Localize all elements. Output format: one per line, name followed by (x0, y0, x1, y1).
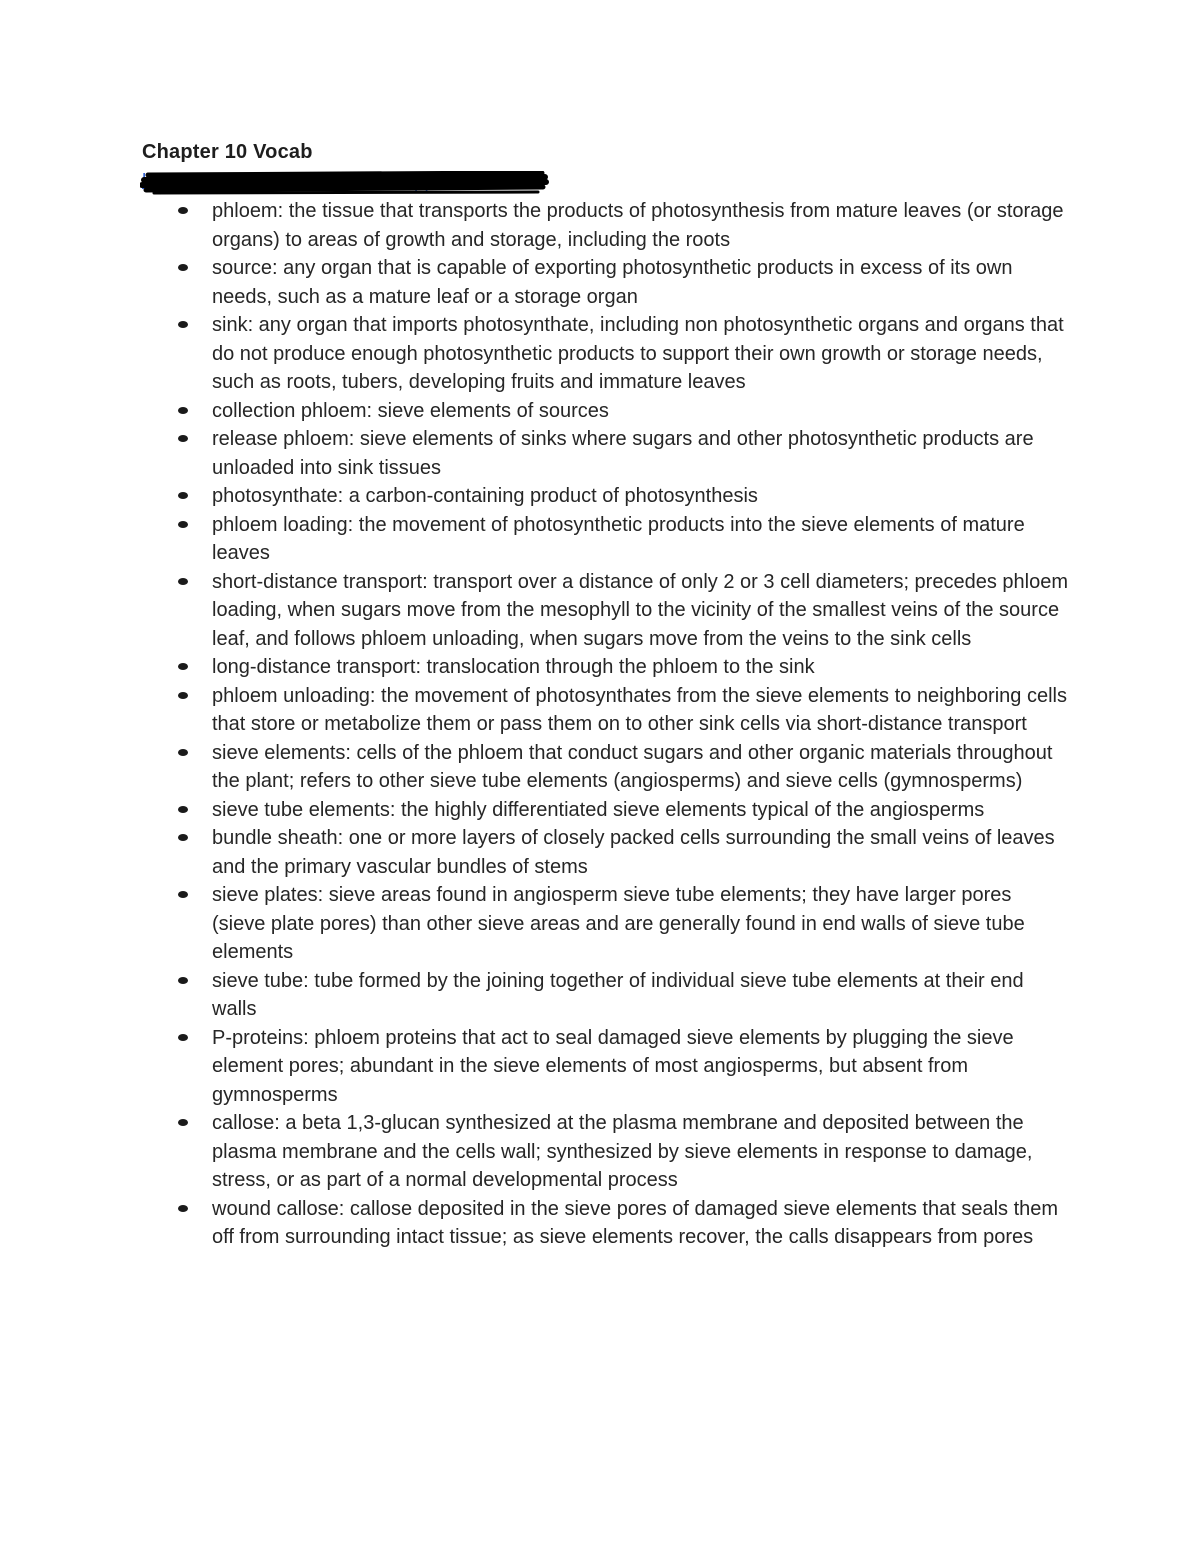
list-item (178, 1195, 1068, 1252)
bullet-icon (178, 1034, 188, 1041)
vocab-definition: long-distance transport: translocation through the phloem to the sink (212, 656, 815, 678)
bullet-icon (178, 692, 188, 699)
vocab-definition: sieve tube elements: the highly differentiated sieve elements typical of the angiosperms (212, 798, 985, 821)
vocab-definition: wound callose: callose deposited in the sieve pores of damaged sieve elements that seals them off from surrounding intact tissue; as sieve elements recover, the calls disappears from pores (212, 1197, 1059, 1248)
vocab-definition: callose: a beta 1,3-glucan synthesized at the plasma membrane and deposited between the plasma membrane and the cells wall; synthesized by sieve elements in response to damage, stress, or as part of a normal developmental process (212, 1112, 1033, 1191)
bullet-icon (178, 977, 188, 984)
vocab-list (178, 197, 1068, 1252)
quizlet-link[interactable]: https://quizlet.com/_1ldcxe?x=1qqt&i=1tcm02 (142, 171, 525, 192)
bullet-icon (178, 207, 188, 214)
list-item (178, 568, 1068, 654)
vocab-definition: release phloem: sieve elements of sinks where sugars and other photosynthetic products are unloaded into sink tissues (212, 428, 1034, 479)
bullet-icon (178, 749, 188, 756)
bullet-icon (178, 435, 188, 442)
list-item (178, 425, 1068, 482)
list-item (178, 739, 1068, 796)
list-item (178, 796, 1068, 825)
vocab-definition: phloem: the tissue that transports the products of photosynthesis from mature leaves (or storage organs) to areas of growth and storage, including the roots (212, 200, 1064, 251)
bullet-icon (178, 891, 188, 898)
bullet-icon (178, 1119, 188, 1126)
bullet-icon (178, 407, 188, 414)
page-title: Chapter 10 Vocab (142, 141, 313, 163)
list-item (178, 824, 1068, 881)
bullet-icon (178, 806, 188, 813)
bullet-icon (178, 578, 188, 585)
redaction-marks (140, 171, 570, 199)
vocab-definition: short-distance transport: transport over a distance of only 2 or 3 cell diameters; precedes phloem loading, when sugars move from the mesophyll to the vicinity of the smallest veins of the source leaf, and follows phloem unloading, when sugars move from the veins to the sink cells (212, 570, 1068, 650)
vocab-definition: phloem unloading: the movement of photosynthates from the sieve elements to neighboring cells that store or metabolize them or pass them on to other sink cells via short-distance transport (212, 684, 1067, 735)
list-item (178, 511, 1068, 568)
list-item (178, 197, 1068, 254)
bullet-icon (178, 834, 188, 841)
bullet-icon (178, 663, 188, 670)
bullet-icon (178, 521, 188, 528)
vocab-definition: bundle sheath: one or more layers of closely packed cells surrounding the small veins of leaves and the primary vascular bundles of stems (212, 827, 1055, 878)
list-item (178, 967, 1068, 1024)
vocab-definition: collection phloem: sieve elements of sources (212, 399, 609, 422)
vocab-definition: phloem loading: the movement of photosynthetic products into the sieve elements of mature leaves (212, 513, 1025, 564)
vocab-definition: P-proteins: phloem proteins that act to seal damaged sieve elements by plugging the sieve element pores; abundant in the sieve elements of most angiosperms, but absent from gymnosperms (212, 1026, 1014, 1106)
list-item (178, 682, 1068, 739)
list-item (178, 1024, 1068, 1110)
list-item (178, 311, 1068, 397)
list-item (178, 254, 1068, 311)
vocab-definition: sieve tube: tube formed by the joining together of individual sieve tube elements at their end walls (212, 969, 1024, 1020)
vocab-definition: sink: any organ that imports photosynthate, including non photosynthetic organs and organs that do not produce enough photosynthetic products to support their own growth or storage needs, such as roots, tubers, developing fruits and immature leaves (212, 314, 1064, 393)
list-item (178, 1109, 1068, 1195)
list-item (178, 653, 1068, 682)
list-item (178, 397, 1068, 426)
vocab-definition: sieve elements: cells of the phloem that conduct sugars and other organic materials throughout the plant; refers to other sieve tube elements (angiosperms) and sieve cells (gymnosperms) (212, 741, 1053, 792)
bullet-icon (178, 321, 188, 328)
bullet-icon (178, 264, 188, 271)
redacted-link[interactable] (140, 171, 570, 199)
vocab-definition: source: any organ that is capable of exporting photosynthetic products in excess of its own needs, such as a mature leaf or a storage organ (212, 257, 1013, 308)
bullet-icon (178, 492, 188, 499)
list-item (178, 881, 1068, 967)
vocab-definition: sieve plates: sieve areas found in angiosperm sieve tube elements; they have larger pores (sieve plate pores) than other sieve areas and are generally found in end walls of sieve tube elements (212, 884, 1025, 963)
list-item (178, 482, 1068, 511)
vocab-definition: photosynthate: a carbon-containing product of photosynthesis (212, 485, 758, 507)
bullet-icon (178, 1205, 188, 1212)
